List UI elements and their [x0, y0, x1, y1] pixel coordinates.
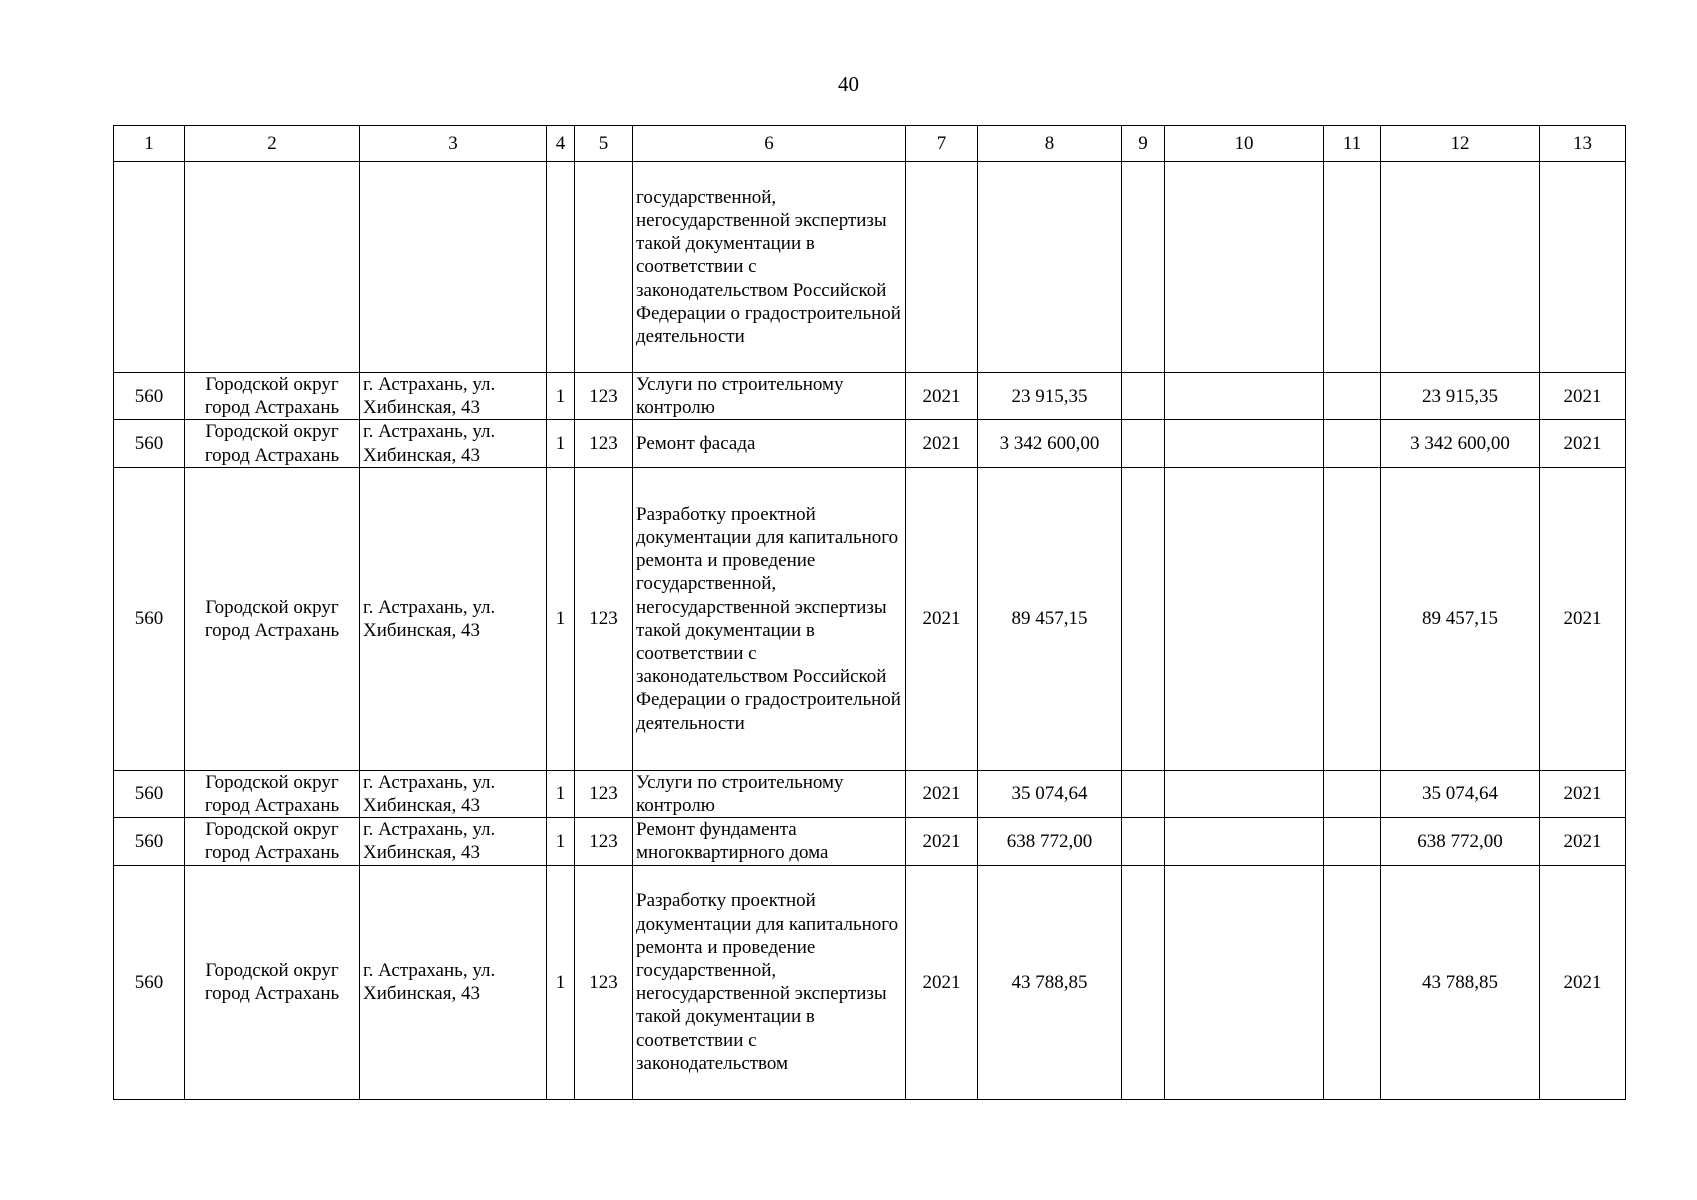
- cell-cost: 89 457,15: [978, 467, 1122, 770]
- cell-col4: 1: [547, 420, 575, 467]
- cell-col5: 123: [575, 467, 633, 770]
- cell-col9: [1122, 373, 1165, 420]
- cell-col9: [1122, 420, 1165, 467]
- cell-col9: [1122, 162, 1165, 373]
- cell-address: г. Астрахань, ул. Хибинская, 43: [360, 818, 547, 865]
- cell-col12: 89 457,15: [1381, 467, 1540, 770]
- column-header: 13: [1540, 126, 1626, 162]
- cell-number: 560: [114, 865, 185, 1099]
- cell-col11: [1324, 420, 1381, 467]
- cell-number: 560: [114, 420, 185, 467]
- column-header: 5: [575, 126, 633, 162]
- cell-col4: 1: [547, 770, 575, 817]
- table-row: [114, 865, 1626, 1099]
- cell-cost: 23 915,35: [978, 373, 1122, 420]
- cell-cost: 43 788,85: [978, 865, 1122, 1099]
- table-row: [114, 770, 1626, 817]
- column-header: 2: [185, 126, 360, 162]
- cell-year: 2021: [906, 770, 978, 817]
- column-header: 7: [906, 126, 978, 162]
- table-row: [114, 467, 1626, 770]
- cell-col5: 123: [575, 373, 633, 420]
- cell-year: 2021: [906, 865, 978, 1099]
- cell-col10: [1165, 420, 1324, 467]
- cell-year: 2021: [906, 818, 978, 865]
- cell-cost: 638 772,00: [978, 818, 1122, 865]
- column-header: 9: [1122, 126, 1165, 162]
- cell-col4: 1: [547, 865, 575, 1099]
- table-row: [114, 373, 1626, 420]
- cell-number: [114, 162, 185, 373]
- works-table: [113, 125, 1626, 1100]
- cell-col10: [1165, 467, 1324, 770]
- table-row: [114, 420, 1626, 467]
- cell-col13: 2021: [1540, 818, 1626, 865]
- cell-address: [360, 162, 547, 373]
- cell-col10: [1165, 770, 1324, 817]
- column-header: 3: [360, 126, 547, 162]
- cell-col13: 2021: [1540, 373, 1626, 420]
- cell-col10: [1165, 865, 1324, 1099]
- cell-col4: 1: [547, 373, 575, 420]
- page-number: 40: [838, 72, 859, 96]
- column-header: 12: [1381, 126, 1540, 162]
- cell-col11: [1324, 162, 1381, 373]
- cell-col5: 123: [575, 865, 633, 1099]
- cell-col4: [547, 162, 575, 373]
- cell-col4: 1: [547, 467, 575, 770]
- cell-col5: [575, 162, 633, 373]
- cell-col12: 23 915,35: [1381, 373, 1540, 420]
- header-row: [114, 126, 1626, 162]
- column-header: 10: [1165, 126, 1324, 162]
- cell-col5: 123: [575, 818, 633, 865]
- cell-address: г. Астрахань, ул. Хибинская, 43: [360, 420, 547, 467]
- cell-number: 560: [114, 467, 185, 770]
- cell-municipality: [185, 162, 360, 373]
- cell-number: 560: [114, 818, 185, 865]
- cell-col11: [1324, 818, 1381, 865]
- cell-col12: 43 788,85: [1381, 865, 1540, 1099]
- cell-work-type: Услуги по строительному контролю: [633, 373, 906, 420]
- cell-work-type: Ремонт фундамента многоквартирного дома: [633, 818, 906, 865]
- column-header: 6: [633, 126, 906, 162]
- cell-year: 2021: [906, 420, 978, 467]
- column-header: 11: [1324, 126, 1381, 162]
- cell-work-type: Разработку проектной документации для капитального ремонта и проведение государственной, негосударственной экспертизы такой документации в соответствии с законодательством: [633, 865, 906, 1099]
- cell-number: 560: [114, 770, 185, 817]
- cell-col13: [1540, 162, 1626, 373]
- cell-municipality: Городской округ город Астрахань: [185, 373, 360, 420]
- table-row: [114, 162, 1626, 373]
- cell-work-type: Услуги по строительному контролю: [633, 770, 906, 817]
- cell-col13: 2021: [1540, 770, 1626, 817]
- cell-col11: [1324, 770, 1381, 817]
- cell-col12: [1381, 162, 1540, 373]
- cell-cost: [978, 162, 1122, 373]
- column-header: 4: [547, 126, 575, 162]
- cell-col5: 123: [575, 770, 633, 817]
- cell-work-type: Ремонт фасада: [633, 420, 906, 467]
- cell-col11: [1324, 467, 1381, 770]
- cell-col9: [1122, 770, 1165, 817]
- cell-cost: 35 074,64: [978, 770, 1122, 817]
- cell-col9: [1122, 818, 1165, 865]
- cell-col11: [1324, 373, 1381, 420]
- cell-col12: 35 074,64: [1381, 770, 1540, 817]
- column-header: 1: [114, 126, 185, 162]
- cell-year: 2021: [906, 467, 978, 770]
- cell-address: г. Астрахань, ул. Хибинская, 43: [360, 467, 547, 770]
- cell-col13: 2021: [1540, 467, 1626, 770]
- cell-address: г. Астрахань, ул. Хибинская, 43: [360, 865, 547, 1099]
- cell-col10: [1165, 162, 1324, 373]
- cell-municipality: Городской округ город Астрахань: [185, 467, 360, 770]
- cell-col9: [1122, 865, 1165, 1099]
- cell-cost: 3 342 600,00: [978, 420, 1122, 467]
- cell-col11: [1324, 865, 1381, 1099]
- cell-year: 2021: [906, 373, 978, 420]
- cell-year: [906, 162, 978, 373]
- cell-col12: 3 342 600,00: [1381, 420, 1540, 467]
- cell-municipality: Городской округ город Астрахань: [185, 770, 360, 817]
- cell-number: 560: [114, 373, 185, 420]
- cell-municipality: Городской округ город Астрахань: [185, 818, 360, 865]
- cell-col9: [1122, 467, 1165, 770]
- cell-address: г. Астрахань, ул. Хибинская, 43: [360, 770, 547, 817]
- cell-work-type: Разработку проектной документации для капитального ремонта и проведение государственной, негосударственной экспертизы такой документации в соответствии с законодательством Российской Федерации о градостроительной деятельности: [633, 467, 906, 770]
- column-header: 8: [978, 126, 1122, 162]
- cell-col13: 2021: [1540, 420, 1626, 467]
- cell-municipality: Городской округ город Астрахань: [185, 865, 360, 1099]
- cell-work-type: государственной, негосударственной экспертизы такой документации в соответствии с законодательством Российской Федерации о градостроительной деятельности: [633, 162, 906, 373]
- cell-col4: 1: [547, 818, 575, 865]
- cell-col10: [1165, 818, 1324, 865]
- cell-col10: [1165, 373, 1324, 420]
- table-row: [114, 818, 1626, 865]
- cell-col13: 2021: [1540, 865, 1626, 1099]
- cell-address: г. Астрахань, ул. Хибинская, 43: [360, 373, 547, 420]
- cell-municipality: Городской округ город Астрахань: [185, 420, 360, 467]
- cell-col5: 123: [575, 420, 633, 467]
- cell-col12: 638 772,00: [1381, 818, 1540, 865]
